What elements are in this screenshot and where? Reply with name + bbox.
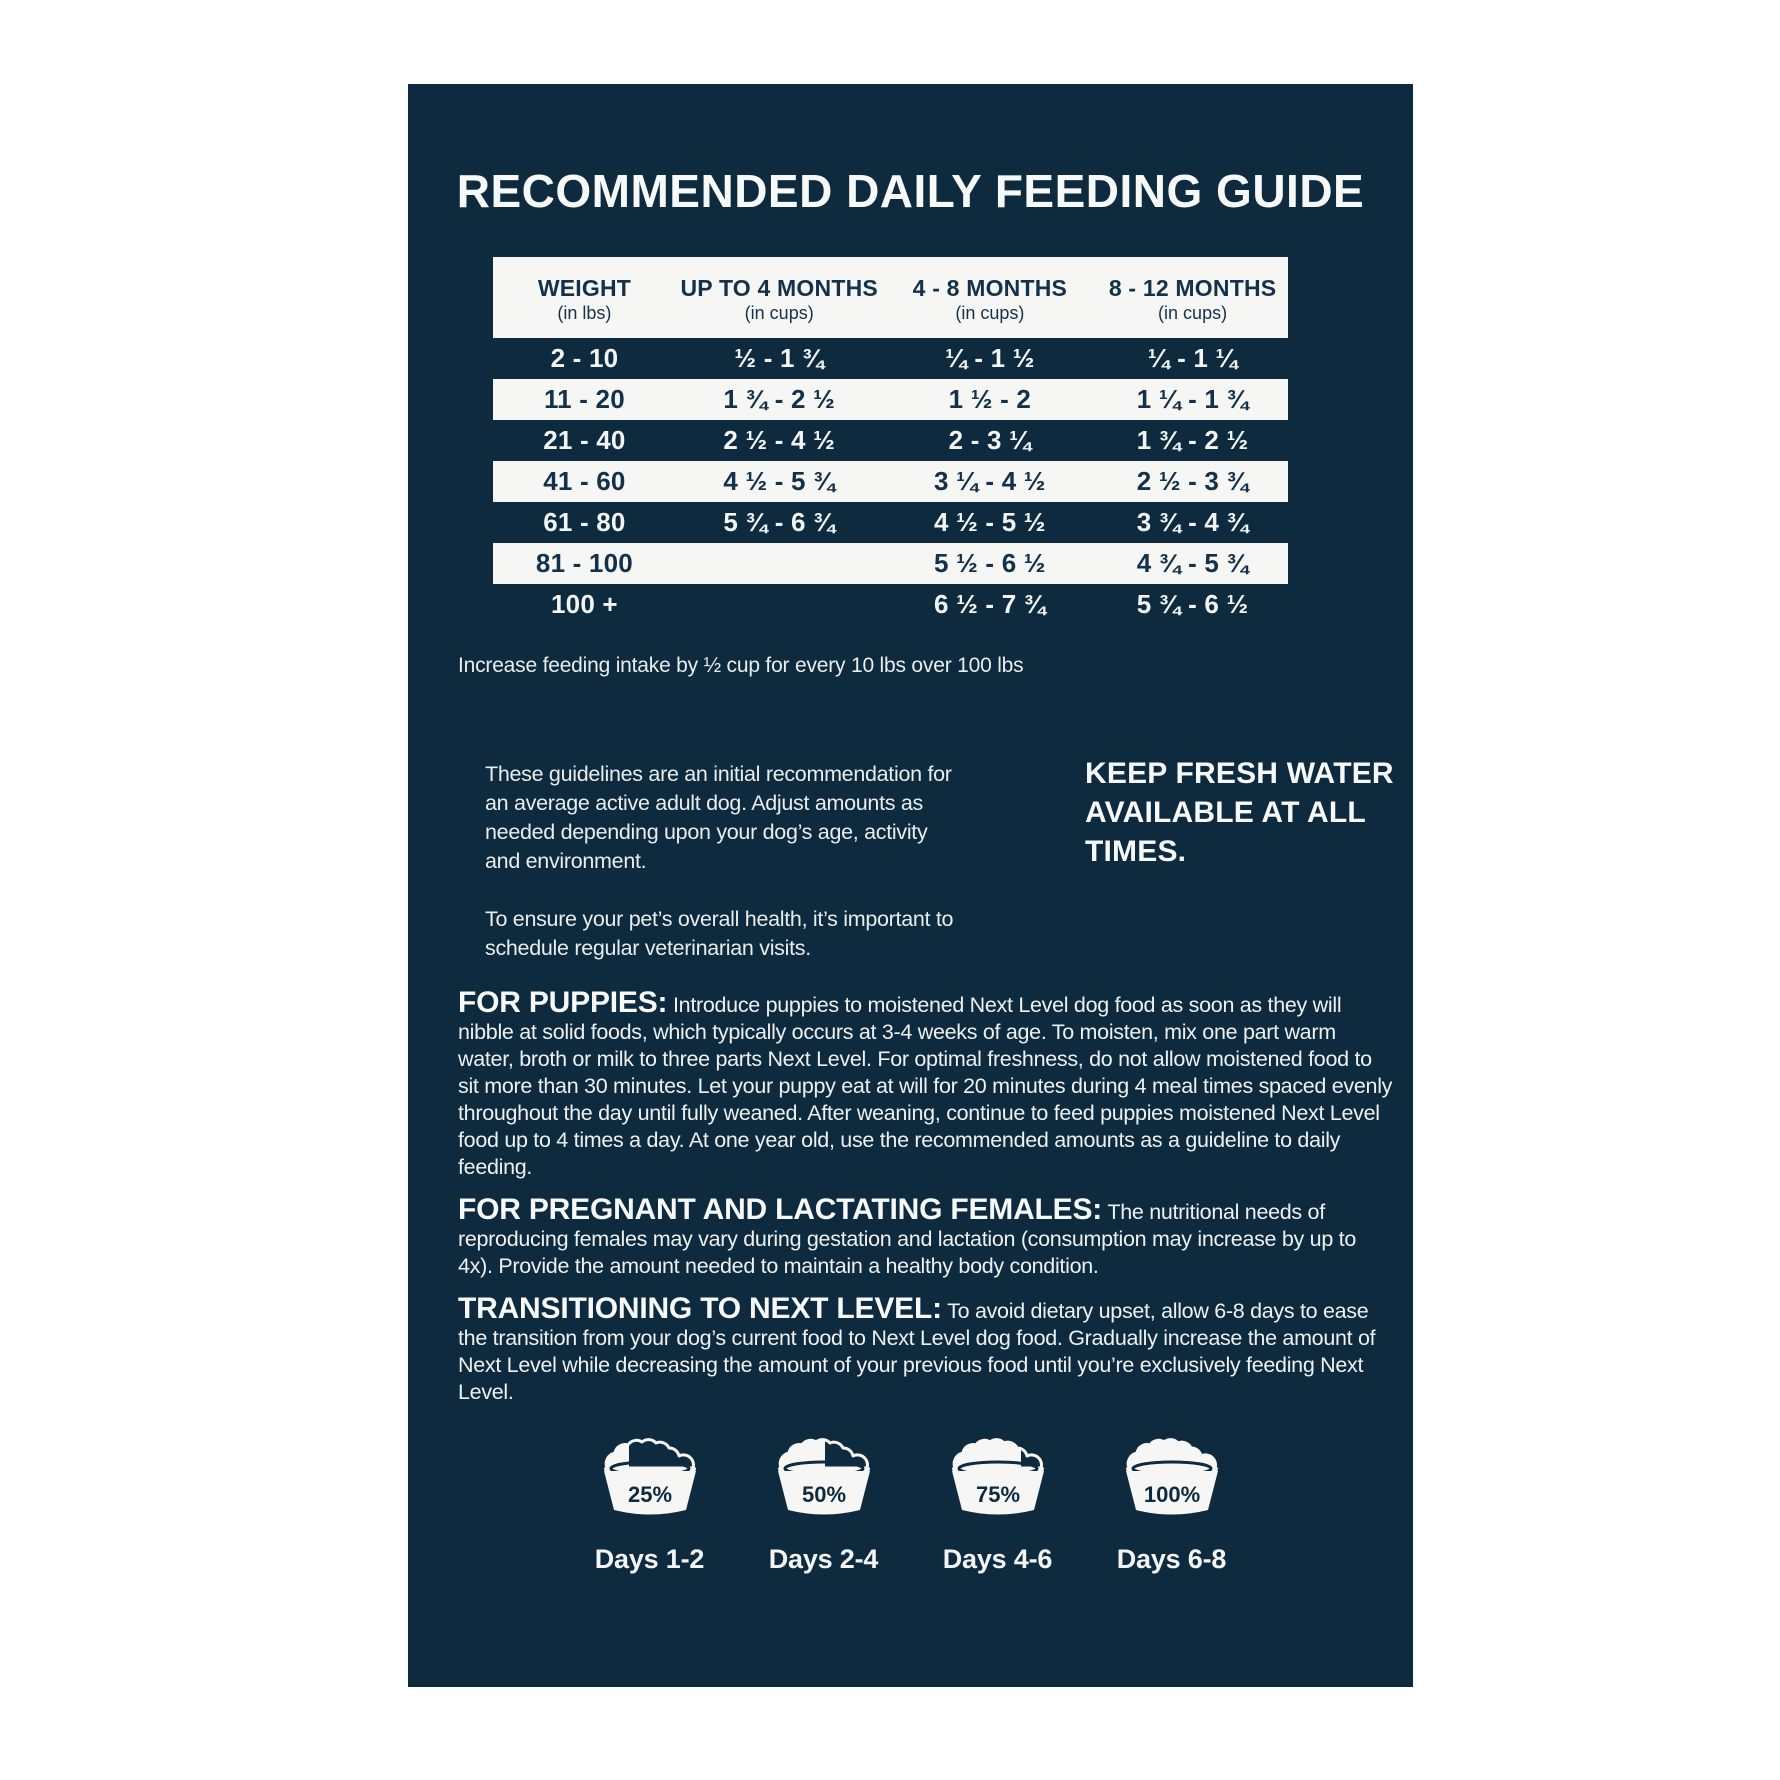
water-notice: KEEP FRESH WATER AVAILABLE AT ALL TIMES. <box>1085 757 1394 868</box>
bowl-percent: 50% <box>801 1482 846 1507</box>
weight-cell: 11 - 20 <box>543 384 625 414</box>
bowl-label: Days 4-6 <box>942 1544 1053 1574</box>
4-8-months-cell: ¼ - 1 ½ <box>945 343 1035 373</box>
dog-bowl-25-icon <box>588 1424 712 1528</box>
section-heading: FOR PUPPIES: <box>458 986 668 1019</box>
transition-bowls <box>408 1424 1413 1575</box>
weight-cell: 81 - 100 <box>535 548 633 578</box>
table-row <box>493 584 1288 625</box>
table-row <box>493 379 1288 420</box>
up-to-4-months-cell: ½ - 1 ¾ <box>734 343 824 373</box>
header-weight: WEIGHT (in lbs) <box>537 275 632 323</box>
weight-cell: 21 - 40 <box>543 425 626 455</box>
4-8-months-cell: 1 ½ - 2 <box>948 384 1032 414</box>
section-body: Introduce puppies to moistened Next Level dog food as soon as they will nibble at solid foods, which typically occurs at 3-4 weeks of age. To moisten, mix one part warm water, broth or milk to three parts Next Level. For optimal freshness, do not allow moistened food to sit more than 30 minutes. Let your puppy eat at will for 20 minutes during 4 meal times spaced evenly throughout the day until fully weaned. After weaning, continue to feed puppies moistened Next Level food up to 4 times a day. At one year old, use the recommended amounts as a guideline to daily feeding. <box>458 993 1393 1179</box>
4-8-months-cell: 5 ½ - 6 ½ <box>934 548 1046 578</box>
weight-cell: 41 - 60 <box>543 466 626 496</box>
table-row <box>493 338 1288 379</box>
8-12-months-cell: 4 ¾ - 5 ¾ <box>1136 548 1249 578</box>
header-8-12-months: 8 - 12 MONTHS (in cups) <box>1108 275 1277 323</box>
guidelines-section <box>485 757 1394 992</box>
8-12-months-cell: 1 ¼ - 1 ¾ <box>1136 384 1249 414</box>
dog-bowl-75-icon <box>936 1424 1060 1528</box>
section-heading: TRANSITIONING TO NEXT LEVEL: <box>458 1292 942 1325</box>
info-sections <box>458 986 1396 1421</box>
section-for-puppies <box>458 986 1396 1181</box>
4-8-months-cell: 6 ½ - 7 ¾ <box>934 589 1046 619</box>
page-title: RECOMMENDED DAILY FEEDING GUIDE <box>456 165 1365 217</box>
up-to-4-months-cell: 2 ½ - 4 ½ <box>723 425 835 455</box>
bowl-percent: 25% <box>627 1482 672 1507</box>
8-12-months-cell: 3 ¾ - 4 ¾ <box>1136 507 1249 537</box>
section-transitioning <box>458 1292 1396 1406</box>
section-body: The nutritional needs of reproducing females may vary during gestation and lactation (consumption may increase by up to 4x). Provide the amount needed to maintain a healthy body condition. <box>458 1200 1356 1278</box>
weight-cell: 100 + <box>551 589 618 619</box>
up-to-4-months-cell: 1 ¾ - 2 ½ <box>723 384 835 414</box>
feeding-table <box>493 257 1288 625</box>
table-row <box>493 543 1288 584</box>
dog-bowl-50-icon <box>762 1424 886 1528</box>
dog-bowl-100-icon <box>1110 1424 1234 1528</box>
header-4-8-months: 4 - 8 MONTHS (in cups) <box>912 275 1068 323</box>
bowl-percent: 75% <box>975 1482 1020 1507</box>
bowl-label: Days 1-2 <box>594 1544 705 1574</box>
table-footnote: Increase feeding intake by ½ cup for every 10 lbs over 100 lbs <box>458 654 1024 677</box>
8-12-months-cell: 2 ½ - 3 ¾ <box>1136 466 1249 496</box>
bowl-percent: 100% <box>1143 1482 1200 1507</box>
up-to-4-months-cell: 5 ¾ - 6 ¾ <box>723 507 835 537</box>
4-8-months-cell: 3 ¼ - 4 ½ <box>934 466 1046 496</box>
header-up-to-4-months: UP TO 4 MONTHS (in cups) <box>680 275 878 323</box>
bowl-label: Days 2-4 <box>768 1544 879 1574</box>
section-body: To avoid dietary upset, allow 6-8 days to ease the transition from your dog’s current food to Next Level dog food. Gradually increase the amount of Next Level while decreasing the amount of your previous food until you’re exclusively feeding Next Level. <box>458 1299 1376 1404</box>
8-12-months-cell: ¼ - 1 ¼ <box>1147 343 1238 373</box>
transition-step <box>936 1424 1060 1575</box>
table-row <box>493 420 1288 461</box>
transition-step <box>588 1424 712 1575</box>
weight-cell: 61 - 80 <box>543 507 626 537</box>
guidelines-paragraph-1: These guidelines are an initial recommendation for an average active adult dog. Adjust amounts as needed depending upon your dog’s age, activity and environment. <box>485 762 952 873</box>
guidelines-paragraph-2: To ensure your pet’s overall health, it’s important to schedule regular veterinarian visits. <box>485 907 954 960</box>
4-8-months-cell: 2 - 3 ¼ <box>948 425 1032 455</box>
section-heading: FOR PREGNANT AND LACTATING FEMALES: <box>458 1193 1103 1226</box>
8-12-months-cell: 1 ¾ - 2 ½ <box>1136 425 1249 455</box>
table-row <box>493 502 1288 543</box>
feeding-guide-panel <box>408 84 1413 1687</box>
weight-cell: 2 - 10 <box>550 343 619 373</box>
transition-step <box>762 1424 886 1575</box>
4-8-months-cell: 4 ½ - 5 ½ <box>934 507 1046 537</box>
transition-step <box>1110 1424 1234 1575</box>
section-pregnant-lactating <box>458 1193 1396 1280</box>
8-12-months-cell: 5 ¾ - 6 ½ <box>1136 589 1249 619</box>
bowl-label: Days 6-8 <box>1116 1544 1227 1574</box>
up-to-4-months-cell: 4 ½ - 5 ¾ <box>723 466 835 496</box>
table-row <box>493 461 1288 502</box>
table-header-row <box>493 257 1288 338</box>
